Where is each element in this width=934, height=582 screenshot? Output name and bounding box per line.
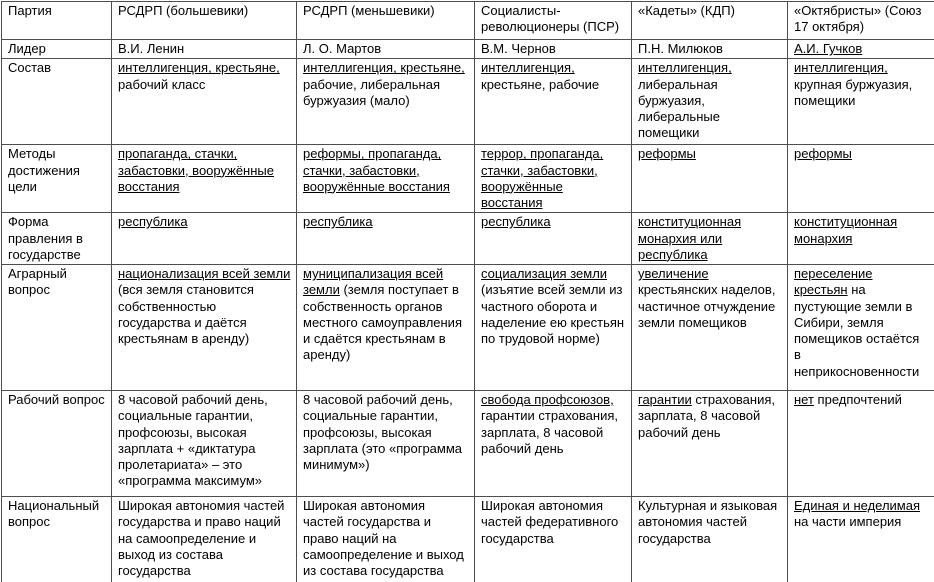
underlined-term: гарантии (638, 392, 692, 407)
underlined-term: нет (794, 392, 814, 407)
table-cell (788, 213, 934, 265)
table-row (2, 40, 934, 59)
underlined-term: социализация земли (481, 266, 608, 281)
row-header: Состав (2, 59, 112, 145)
text-segment: рабочий класс (118, 76, 206, 92)
row-header: Лидер (2, 40, 112, 59)
underlined-term: А.И. Гучков (794, 41, 863, 56)
table-cell (297, 2, 475, 40)
text-segment: В.И. Ленин (118, 41, 185, 56)
table-cell (475, 40, 632, 59)
underlined-term: интеллигенция, (638, 60, 732, 76)
table-cell (297, 213, 475, 265)
table-cell (475, 145, 632, 213)
text-segment: В.М. Чернов (481, 41, 556, 56)
text-segment: (изъятие всей земли из частного оборота и наделение ею крестьян по трудовой норме) (481, 282, 625, 346)
table-row (2, 145, 934, 213)
table-row (2, 59, 934, 145)
underlined-term: конституционная монархия (794, 214, 898, 246)
table-cell (297, 391, 475, 497)
row-header: Форма правления в государстве (2, 213, 112, 265)
underlined-term: интеллигенция, (794, 60, 888, 76)
table-cell (297, 265, 475, 391)
row-header: Аграрный вопрос (2, 265, 112, 391)
text-segment: страхования, зарплата, 8 часовой рабочий день (638, 392, 776, 440)
table-cell (632, 145, 788, 213)
text-segment: Культурная и языковая автономия частей государства (638, 498, 778, 546)
table-row (2, 497, 934, 582)
table-cell (788, 59, 934, 145)
row-header: Национальный вопрос (2, 497, 112, 582)
text-segment: (вся земля становится собственностью государства и даётся крестьянам в аренду) (118, 282, 254, 346)
table-cell (475, 2, 632, 40)
underlined-term: национализация всей земли (118, 266, 291, 281)
text-segment: «Кадеты» (КДП) (638, 3, 735, 18)
text-segment: РСДРП (большевики) (118, 3, 249, 18)
text-segment: на части империя (794, 514, 902, 530)
underlined-term: интеллигенция, крестьяне, (303, 60, 465, 76)
table-cell (112, 213, 297, 265)
text-segment: крестьянских наделов, частичное отчуждение земли помещиков (638, 282, 776, 330)
text-segment: П.Н. Милюков (638, 41, 723, 56)
table-cell (788, 265, 934, 391)
table-cell (632, 59, 788, 145)
table-cell (112, 145, 297, 213)
text-segment: РСДРП (меньшевики) (303, 3, 435, 18)
table-cell (632, 265, 788, 391)
table-cell (297, 497, 475, 582)
underlined-term: увеличение (638, 266, 709, 281)
text-segment: гарантии страхования, зарплата, 8 часовой рабочий день (481, 408, 618, 456)
text-segment: на пустующие земли в Сибири, земля помещиков остаётся в неприкосновенности (794, 282, 920, 379)
table-cell (475, 265, 632, 391)
text-segment: Л. О. Мартов (303, 41, 382, 56)
underlined-term: террор, пропаганда, стачки, забастовки, вооружённые восстания (481, 146, 604, 210)
table-cell (297, 145, 475, 213)
underlined-term: реформы (794, 146, 852, 162)
underlined-term: реформы (638, 146, 696, 162)
table-cell (112, 265, 297, 391)
underlined-term: муниципализация всей земли (303, 266, 444, 298)
text-segment: 8 часовой рабочий день, социальные гарантии, профсоюзы, высокая зарплата (это «программа минимум») (303, 392, 463, 472)
table-cell (112, 391, 297, 497)
text-segment: предпочтений (813, 392, 902, 407)
underlined-term: пропаганда, стачки, забастовки, вооружённые восстания (118, 146, 274, 194)
table-cell (475, 391, 632, 497)
underlined-term: Единая и неделимая (794, 498, 921, 513)
text-segment: либеральная буржуазия, либеральные помещики (638, 76, 720, 141)
table-cell (475, 59, 632, 145)
row-header: Партия (2, 2, 112, 40)
table-cell (788, 497, 934, 582)
text-segment: Широкая автономия частей государства и право наций на самоопределение и выход из состава государства (118, 498, 285, 578)
table-cell (788, 145, 934, 213)
text-segment: крестьяне, рабочие (481, 76, 600, 92)
table-row (2, 213, 934, 265)
text-segment: Социалисты-революционеры (ПСР) (481, 3, 620, 35)
table-cell (112, 59, 297, 145)
table-cell (112, 40, 297, 59)
underlined-term: интеллигенция, (481, 60, 575, 76)
row-header: Методы достижения цели (2, 145, 112, 213)
underlined-term: реформы, пропаганда, стачки, забастовки, вооружённые восстания (303, 146, 450, 194)
table-cell (632, 497, 788, 582)
table-cell (475, 213, 632, 265)
text-segment: Широкая автономия частей государства и право наций на самоопределение и выход из состава государства (303, 498, 464, 578)
table-cell (475, 497, 632, 582)
table-row (2, 265, 934, 391)
table-cell (788, 2, 934, 40)
parties-table-body (2, 2, 934, 582)
parties-comparison-table (1, 1, 934, 582)
text-segment: рабочие, либеральная буржуазия (мало) (303, 76, 440, 108)
table-cell (112, 497, 297, 582)
text-segment: Широкая автономия частей федеративного государства (481, 498, 619, 546)
table-cell (297, 59, 475, 145)
table-cell (632, 40, 788, 59)
text-segment: «Октябристы» (Союз 17 октября) (794, 3, 922, 35)
table-cell (297, 40, 475, 59)
underlined-term: республика (481, 214, 551, 230)
table-cell (632, 2, 788, 40)
row-header: Рабочий вопрос (2, 391, 112, 497)
table-cell (788, 391, 934, 497)
underlined-term: интеллигенция, крестьяне, (118, 60, 280, 76)
table-cell (788, 40, 934, 59)
underlined-term: республика (118, 214, 188, 230)
table-cell (632, 213, 788, 265)
underlined-term: переселение крестьян (794, 266, 873, 298)
underlined-term: конституционная монархия или республика (638, 214, 742, 262)
table-cell (112, 2, 297, 40)
table-cell (632, 391, 788, 497)
table-row (2, 2, 934, 40)
text-segment: (земля поступает в собственность органов местного самоуправления и сдаётся крестьянам в аренду) (303, 282, 462, 363)
underlined-term: республика (303, 214, 373, 230)
text-segment: 8 часовой рабочий день, социальные гарантии, профсоюзы, высокая зарплата + «диктатура пролетариата» – это «программа максимум» (118, 392, 268, 489)
text-segment: крупная буржуазия, помещики (794, 76, 913, 108)
table-row (2, 391, 934, 497)
underlined-term: свобода профсоюзов, (481, 392, 614, 407)
